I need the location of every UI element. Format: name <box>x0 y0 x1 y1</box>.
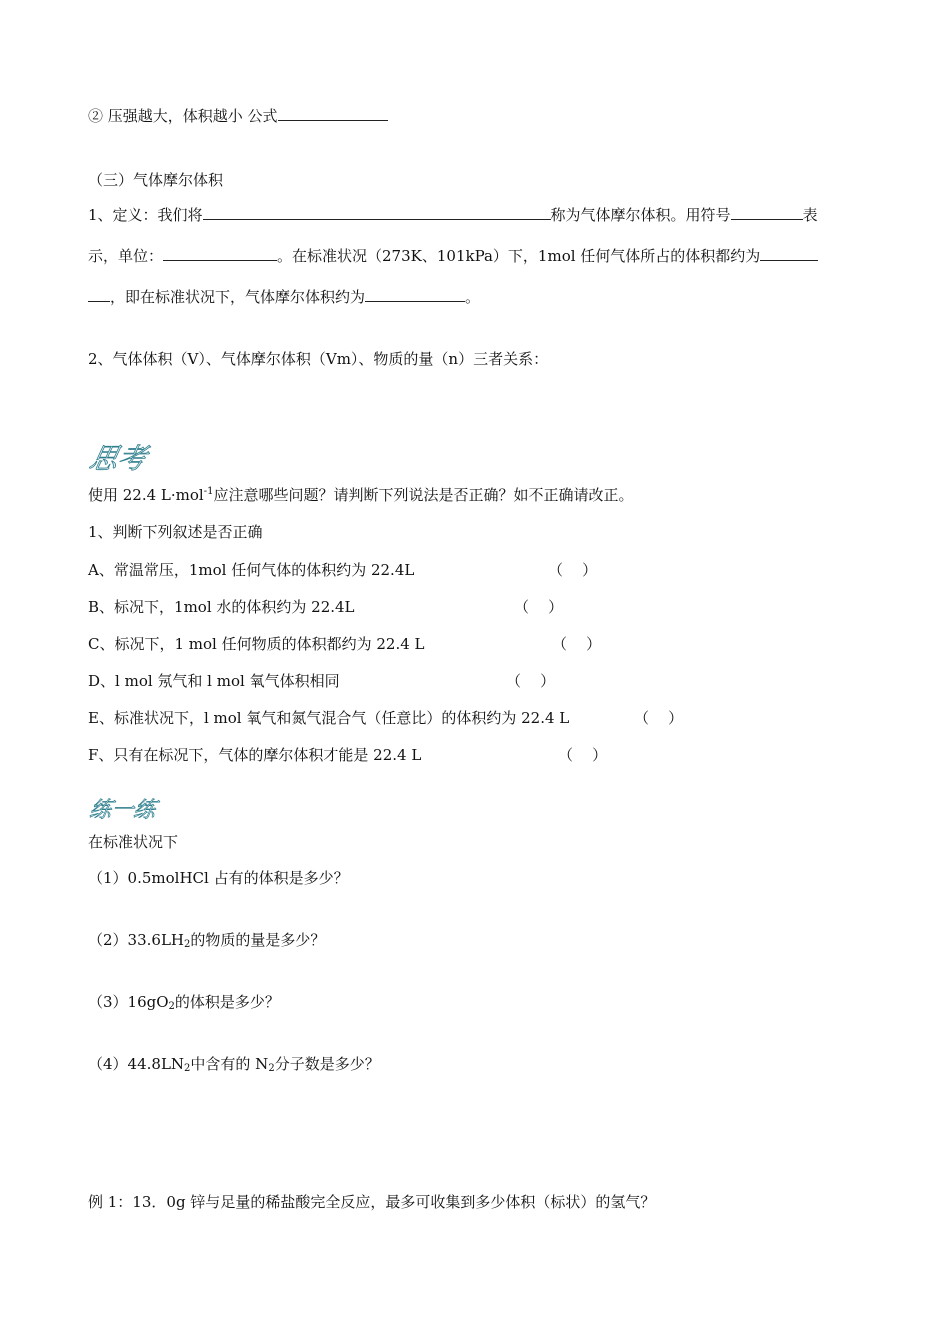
q3-sub: 2 <box>168 1001 175 1012</box>
q4-sub-2: 2 <box>268 1063 275 1074</box>
practice-q2 <box>88 930 325 950</box>
answer-paren-f[interactable]: （ ） <box>558 746 608 764</box>
relation-line: 2、气体体积（V）、气体摩尔体积（Vm）、物质的量（n）三者关系： <box>88 350 549 368</box>
definition-text-c: 表 <box>802 206 818 224</box>
practice-q1: （1）0.5molHCl 占有的体积是多少？ <box>88 869 349 887</box>
definition-text-b: 称为气体摩尔体积。用符号 <box>550 206 731 224</box>
practice-q3 <box>88 992 280 1012</box>
judge-title: 1、判断下列叙述是否正确 <box>88 523 263 541</box>
unit-label: 示，单位： <box>88 247 164 265</box>
answer-paren-d[interactable]: （ ） <box>506 672 556 690</box>
pressure-line <box>88 106 388 126</box>
judge-item-f: F、只有在标况下，气体的摩尔体积才能是 22.4 L <box>88 746 422 764</box>
definition-blank[interactable] <box>203 205 551 220</box>
think-badge-icon <box>86 440 166 476</box>
formula-blank[interactable] <box>278 106 388 121</box>
symbol-blank[interactable] <box>731 205 803 220</box>
definition-line-1 <box>88 205 818 225</box>
q4-sub-1: 2 <box>184 1063 191 1074</box>
judge-item-a: A、常温常压，1mol 任何气体的体积约为 22.4L <box>88 561 415 579</box>
judge-item-c: C、标况下，1 mol 任何物质的体积都约为 22.4 L <box>88 635 425 653</box>
pressure-text: ② 压强越大，体积越小 公式 <box>88 107 278 125</box>
practice-intro: 在标准状况下 <box>88 833 179 851</box>
volume-blank-part2[interactable] <box>88 287 110 302</box>
molar-volume-blank[interactable] <box>365 287 465 302</box>
answer-paren-b[interactable]: （ ） <box>514 598 564 616</box>
q3-text-a: （3）16gO <box>88 993 169 1011</box>
q3-text-b: 的体积是多少？ <box>174 993 280 1011</box>
definition-text-a: 1、定义：我们将 <box>88 206 203 224</box>
judge-item-b: B、标况下，1mol 水的体积约为 22.4L <box>88 598 355 616</box>
definition-line-3 <box>88 287 480 307</box>
period: 。 <box>465 288 481 306</box>
definition-line-2 <box>88 246 818 266</box>
practice-q4 <box>88 1054 380 1074</box>
q4-text-b: 中含有的 N <box>190 1055 269 1073</box>
example-1: 例 1：13．0g 锌与足量的稀盐酸完全反应，最多可收集到多少体积（标状）的氢气？ <box>88 1193 656 1211</box>
unit-blank[interactable] <box>163 246 277 261</box>
judge-item-e: E、标准状况下，l mol 氧气和氮气混合气（任意比）的体积约为 22.4 L <box>88 709 570 727</box>
q4-text-c: 分子数是多少？ <box>274 1055 380 1073</box>
question-text-a: 使用 22.4 L·mol <box>88 486 204 504</box>
volume-blank-part1[interactable] <box>760 246 818 261</box>
question-sup: -1 <box>203 486 214 497</box>
q2-text-b: 的物质的量是多少？ <box>190 931 326 949</box>
practice-badge-icon <box>86 790 166 826</box>
answer-paren-c[interactable]: （ ） <box>552 635 602 653</box>
q2-text-a: （2）33.6LH <box>88 931 184 949</box>
standard-condition-text: 。在标准状况（273K、101kPa）下，1mol 任何气体所占的体积都约为 <box>277 247 761 265</box>
think-badge-text: 思考 <box>86 442 150 475</box>
answer-paren-e[interactable]: （ ） <box>634 709 684 727</box>
think-question <box>88 485 633 505</box>
judge-item-d: D、l mol 氖气和 l mol 氧气体积相同 <box>88 672 340 690</box>
molar-volume-text: ，即在标准状况下，气体摩尔体积约为 <box>110 288 366 306</box>
question-text-b: 应注意哪些问题？请判断下列说法是否正确？如不正确请改正。 <box>213 486 634 504</box>
q2-sub: 2 <box>183 939 191 950</box>
answer-paren-a[interactable]: （ ） <box>548 561 598 579</box>
section-heading: （三）气体摩尔体积 <box>88 171 224 189</box>
q4-text-a: （4）44.8LN <box>88 1055 185 1073</box>
practice-badge-text: 练一练 <box>87 797 158 823</box>
